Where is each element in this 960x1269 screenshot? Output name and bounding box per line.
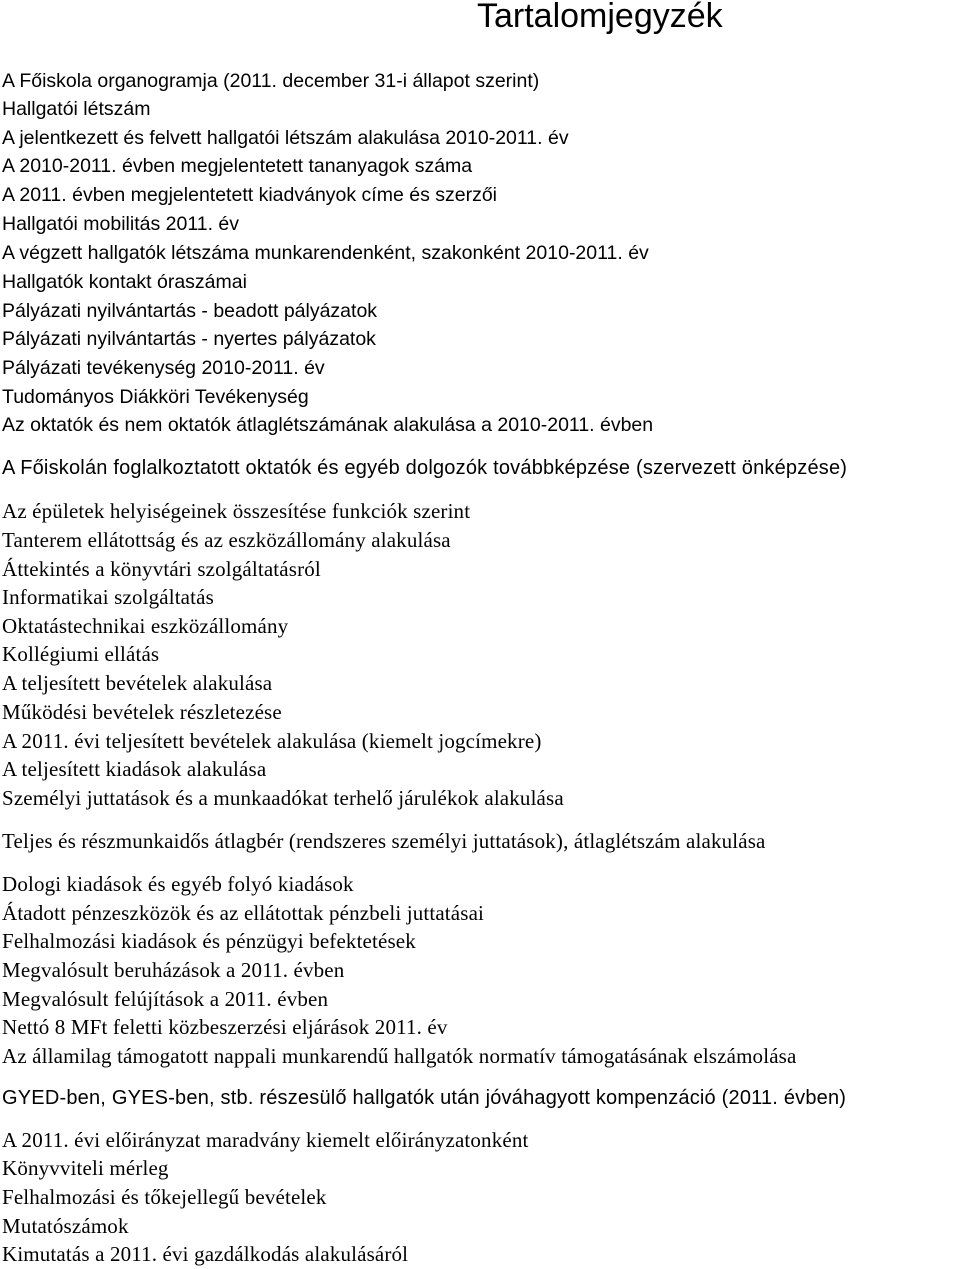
toc-entry-staff-average[interactable]: Az oktatók és nem oktatók átlaglétszámának alakulása a 2010-2011. évben [2, 414, 654, 436]
toc-entry-revenues[interactable]: A teljesített bevételek alakulása [2, 671, 273, 695]
toc-entry-submitted-grants[interactable]: Pályázati nyilvántartás - beadott pályázatok [2, 300, 378, 322]
toc-entry-revenues-2011[interactable]: A 2011. évi teljesített bevételek alakulása (kiemelt jogcímekre) [2, 729, 542, 753]
toc-entry-educational-equipment[interactable]: Oktatástechnikai eszközállomány [2, 614, 289, 638]
toc-entry-dormitory[interactable]: Kollégiumi ellátás [2, 642, 160, 666]
toc-entry-capital-revenues[interactable]: Felhalmozási és tőkejellegű bevételek [2, 1185, 327, 1209]
toc-entry-average-salary[interactable]: Teljes és részmunkaidős átlagbér (rendszeres személyi juttatások), átlaglétszám alakulása [2, 829, 766, 853]
toc-entry-graduates[interactable]: A végzett hallgatók létszáma munkarendenként, szakonként 2010-2011. év [2, 242, 649, 264]
toc-entry-compensation[interactable]: GYED-ben, GYES-ben, stb. részesülő hallgatók után jóváhagyott kompenzáció (2011. évben) [2, 1087, 847, 1109]
toc-entry-staff-training[interactable]: A Főiskolán foglalkoztatott oktatók és egyéb dolgozók továbbképzése (szervezett önképzése) [2, 457, 848, 479]
toc-entry-library[interactable]: Áttekintés a könyvtári szolgáltatásról [2, 557, 321, 581]
toc-entry-applicants-admitted[interactable]: A jelentkezett és felvett hallgatói létszám alakulása 2010-2011. év [2, 127, 569, 149]
page-title: Tartalomjegyzék [477, 0, 723, 35]
toc-entry-balance-sheet[interactable]: Könyvviteli mérleg [2, 1156, 169, 1180]
toc-entry-operating-revenues[interactable]: Működési bevételek részletezése [2, 700, 282, 724]
toc-entry-classrooms[interactable]: Tanterem ellátottság és az eszközállomány alakulása [2, 528, 451, 552]
toc-entry-material-costs[interactable]: Dologi kiadások és egyéb folyó kiadások [2, 872, 354, 896]
toc-entry-normative-support[interactable]: Az államilag támogatott nappali munkarendű hallgatók normatív támogatásának elszámolása [2, 1044, 797, 1068]
toc-entry-buildings[interactable]: Az épületek helyiségeinek összesítése funkciók szerint [2, 499, 471, 523]
toc-entry-contact-hours[interactable]: Hallgatók kontakt óraszámai [2, 271, 247, 293]
toc-entry-public-procurement[interactable]: Nettó 8 MFt feletti közbeszerzési eljárások 2011. év [2, 1015, 448, 1039]
toc-entry-indicators[interactable]: Mutatószámok [2, 1214, 129, 1238]
toc-entry-won-grants[interactable]: Pályázati nyilvántartás - nyertes pályázatok [2, 328, 376, 350]
toc-entry-renovations[interactable]: Megvalósult felújítások a 2011. évben [2, 987, 329, 1011]
toc-entry-student-headcount[interactable]: Hallgatói létszám [2, 98, 151, 120]
toc-entry-it-services[interactable]: Informatikai szolgáltatás [2, 585, 214, 609]
toc-entry-organogram[interactable]: A Főiskola organogramja (2011. december 31-i állapot szerint) [2, 70, 540, 92]
toc-entry-publications[interactable]: A 2011. évben megjelentetett kiadványok címe és szerzői [2, 184, 498, 206]
toc-entry-transferred-funds[interactable]: Átadott pénzeszközök és az ellátottak pénzbeli juttatásai [2, 901, 485, 925]
toc-entry-student-mobility[interactable]: Hallgatói mobilitás 2011. év [2, 213, 240, 235]
toc-entry-investments[interactable]: Megvalósult beruházások a 2011. évben [2, 958, 345, 982]
toc-entry-student-research[interactable]: Tudományos Diákköri Tevékenység [2, 386, 309, 408]
toc-entry-residual-appropriation[interactable]: A 2011. évi előirányzat maradvány kiemelt előirányzatonként [2, 1128, 529, 1152]
toc-entry-capital-expenditures[interactable]: Felhalmozási kiadások és pénzügyi befektetések [2, 929, 416, 953]
toc-entry-course-materials[interactable]: A 2010-2011. évben megjelentetett tananyagok száma [2, 155, 473, 177]
toc-entry-expenditures[interactable]: A teljesített kiadások alakulása [2, 757, 267, 781]
toc-entry-grant-activity[interactable]: Pályázati tevékenység 2010-2011. év [2, 357, 325, 379]
toc-entry-management-report[interactable]: Kimutatás a 2011. évi gazdálkodás alakulásáról [2, 1242, 409, 1266]
toc-entry-personnel-costs[interactable]: Személyi juttatások és a munkaadókat terhelő járulékok alakulása [2, 786, 564, 810]
